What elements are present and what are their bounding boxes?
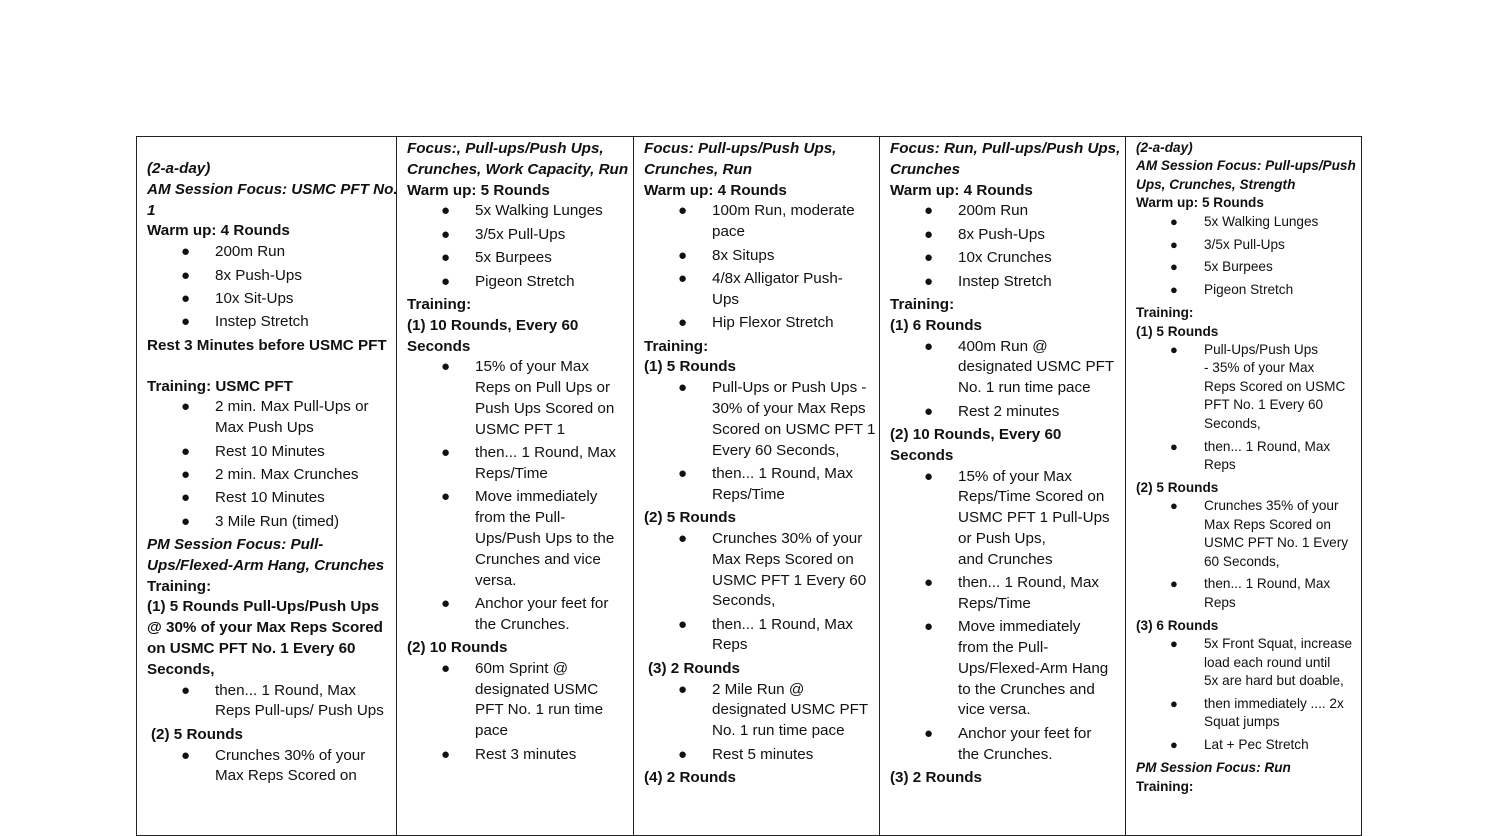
list-item-text: 3/5x Pull-Ups bbox=[475, 225, 566, 243]
bullet-icon: ● bbox=[1170, 438, 1178, 454]
list-item-text: Ups bbox=[712, 290, 740, 308]
list-item bbox=[1136, 695, 1356, 732]
section-heading: Training: bbox=[147, 577, 212, 595]
list-item-text: Push Ups Scored on bbox=[475, 399, 615, 417]
list-item-text: Max Reps Scored on bbox=[1204, 516, 1331, 532]
bullet-icon: ● bbox=[678, 680, 688, 698]
list-item-text: to the Crunches and bbox=[958, 680, 1095, 698]
bullet-icon: ● bbox=[924, 574, 934, 592]
list-item bbox=[1136, 213, 1356, 231]
list-item-text: PFT No. 1 Every 60 bbox=[1204, 397, 1324, 413]
list-item-text: from the Pull- bbox=[958, 639, 1049, 657]
list-item bbox=[147, 242, 390, 263]
list-item bbox=[1136, 236, 1356, 254]
list-item-text: 5x Walking Lunges bbox=[475, 202, 603, 220]
list-item-text: 10x Sit-Ups bbox=[215, 289, 294, 307]
bullet-icon: ● bbox=[441, 202, 451, 220]
bullet-icon: ● bbox=[181, 489, 191, 507]
section-focus-heading: Focus:, Pull-ups/Push Ups, bbox=[407, 140, 604, 157]
list-item-text: Every 60 Seconds, bbox=[712, 441, 840, 459]
list-item-text: Max Reps Scored on bbox=[712, 550, 854, 568]
list-item-text: Rest 2 minutes bbox=[958, 402, 1060, 420]
bullet-icon: ● bbox=[1170, 259, 1178, 275]
list-item-text: Squat jumps bbox=[1204, 714, 1280, 730]
list-item-text: versa. bbox=[475, 571, 517, 589]
list-item-text: Pull-Ups/Push Ups bbox=[1204, 342, 1319, 358]
bullet-icon: ● bbox=[181, 313, 191, 331]
section-focus-heading: AM Session Focus: Pull-ups/Push bbox=[1136, 158, 1356, 174]
bullet-icon: ● bbox=[924, 249, 934, 267]
exercise-list bbox=[890, 337, 1119, 423]
section-heading: Warm up: 5 Rounds bbox=[1136, 195, 1264, 211]
exercise-list bbox=[1136, 635, 1356, 754]
bullet-icon: ● bbox=[924, 225, 934, 243]
list-item-text: vice versa. bbox=[958, 701, 1031, 719]
list-item-text: Move immediately bbox=[958, 618, 1081, 636]
list-item bbox=[644, 269, 873, 311]
list-item-text: Rest 10 Minutes bbox=[215, 489, 325, 507]
exercise-list bbox=[407, 201, 627, 292]
exercise-list bbox=[407, 357, 627, 635]
list-item-text: Scored on USMC PFT 1 bbox=[712, 420, 876, 438]
list-item bbox=[407, 272, 627, 293]
section-heading: (3) 2 Rounds bbox=[890, 769, 982, 787]
list-item-text: pace bbox=[712, 223, 745, 241]
exercise-list bbox=[644, 680, 873, 766]
list-item bbox=[890, 573, 1119, 615]
spacer bbox=[147, 357, 390, 377]
bullet-icon: ● bbox=[441, 249, 451, 267]
bullet-icon: ● bbox=[181, 512, 191, 530]
bullet-icon: ● bbox=[1170, 737, 1178, 753]
list-item bbox=[1136, 438, 1356, 475]
list-item bbox=[147, 312, 390, 333]
bullet-icon: ● bbox=[1170, 636, 1178, 652]
bullet-icon: ● bbox=[678, 464, 688, 482]
section-focus-heading: (2-a-day) bbox=[1136, 140, 1193, 155]
list-item bbox=[644, 313, 873, 334]
list-item-text: 60 Seconds, bbox=[1204, 553, 1280, 569]
table-column-day-1 bbox=[137, 137, 397, 835]
list-item bbox=[644, 615, 873, 657]
list-item bbox=[890, 617, 1119, 721]
list-item-text: Reps/Time bbox=[712, 485, 785, 503]
list-item-text: Instep Stretch bbox=[215, 313, 309, 331]
list-item-text: Seconds, bbox=[712, 592, 776, 610]
bullet-icon: ● bbox=[924, 618, 934, 636]
section-heading: Training: USMC PFT bbox=[147, 377, 293, 395]
list-item-text: then... 1 Round, Max bbox=[712, 615, 853, 633]
list-item bbox=[147, 681, 390, 723]
section-heading: Warm up: 5 Rounds bbox=[407, 181, 550, 199]
section-heading: Warm up: 4 Rounds bbox=[147, 222, 290, 240]
list-item-text: Move immediately bbox=[475, 488, 598, 506]
bullet-icon: ● bbox=[924, 402, 934, 420]
list-item-text: 15% of your Max bbox=[958, 467, 1072, 485]
list-item-text: Reps on Pull Ups or bbox=[475, 379, 611, 397]
list-item-text: Ups/Push Ups to the bbox=[475, 529, 615, 547]
list-item-text: 8x Situps bbox=[712, 246, 775, 264]
section-focus-heading: AM Session Focus: USMC PFT No. bbox=[147, 180, 398, 198]
section-focus-heading: Ups/Flexed-Arm Hang, Crunches bbox=[147, 556, 385, 574]
list-item bbox=[644, 246, 873, 267]
table-column-day-3 bbox=[634, 137, 880, 835]
list-item-text: 5x Front Squat, increase bbox=[1204, 636, 1353, 652]
bullet-icon: ● bbox=[678, 246, 688, 264]
section-heading: (2) 5 Rounds bbox=[151, 725, 243, 743]
workout-table bbox=[136, 136, 1362, 836]
list-item bbox=[147, 746, 390, 788]
list-item-text: Crunches 30% of your bbox=[712, 529, 863, 547]
section-focus-heading: Crunches, Work Capacity, Run bbox=[407, 160, 629, 178]
exercise-list bbox=[644, 378, 876, 505]
section-heading: Training: bbox=[1136, 778, 1194, 794]
section-focus-heading: Ups, Crunches, Strength bbox=[1136, 176, 1296, 192]
exercise-list bbox=[890, 467, 1119, 766]
section-heading: Seconds bbox=[407, 337, 471, 355]
exercise-list bbox=[407, 659, 627, 766]
section-heading: Training: bbox=[407, 295, 472, 313]
section-heading: (2) 5 Rounds bbox=[644, 509, 736, 527]
section-focus-heading: Focus: Run, Pull-ups/Push Ups, bbox=[890, 140, 1121, 157]
bullet-icon: ● bbox=[678, 379, 688, 397]
exercise-list bbox=[644, 201, 873, 334]
list-item-text: USMC PFT No. 1 Every bbox=[1204, 535, 1349, 551]
list-item-text: 100m Run, moderate bbox=[712, 202, 855, 220]
list-item-text: USMC PFT 1 bbox=[475, 420, 566, 438]
list-item bbox=[644, 378, 876, 461]
list-item-text: Rest 5 minutes bbox=[712, 745, 814, 763]
list-item-text: Anchor your feet for bbox=[958, 724, 1092, 742]
list-item-text: Lat + Pec Stretch bbox=[1204, 737, 1309, 753]
list-item-text: Pigeon Stretch bbox=[475, 272, 575, 290]
exercise-list bbox=[147, 242, 390, 333]
list-item-text: designated USMC bbox=[475, 680, 599, 698]
list-item bbox=[1136, 635, 1356, 690]
section-heading: Training: bbox=[890, 295, 955, 313]
list-item-text: Rest 10 Minutes bbox=[215, 442, 325, 460]
bullet-icon: ● bbox=[924, 272, 934, 290]
bullet-icon: ● bbox=[678, 615, 688, 633]
list-item-text: from the Pull- bbox=[475, 509, 566, 527]
table-column-day-5 bbox=[1126, 137, 1362, 835]
list-item-text: pace bbox=[475, 722, 508, 740]
bullet-icon: ● bbox=[1170, 213, 1178, 229]
list-item-text: Crunches and vice bbox=[475, 550, 601, 568]
section-focus-heading: PM Session Focus: Run bbox=[1136, 760, 1291, 776]
list-item bbox=[407, 357, 627, 440]
list-item-text: Reps/Time bbox=[475, 464, 548, 482]
section-focus-heading: Focus: Pull-ups/Push Ups, bbox=[644, 140, 837, 157]
list-item-text: Reps bbox=[1204, 457, 1236, 472]
section-heading: @ 30% of your Max Reps Scored bbox=[147, 619, 383, 637]
list-item-text: 5x Burpees bbox=[1204, 259, 1273, 275]
bullet-icon: ● bbox=[181, 243, 191, 261]
exercise-list bbox=[1136, 497, 1356, 612]
list-item-text: 400m Run @ bbox=[958, 337, 1048, 355]
exercise-list bbox=[1136, 341, 1356, 474]
list-item bbox=[1136, 281, 1356, 299]
section-heading: (1) 10 Rounds, Every 60 bbox=[407, 316, 579, 334]
list-item-text: PFT No. 1 run time bbox=[475, 701, 604, 719]
list-item bbox=[644, 464, 873, 506]
bullet-icon: ● bbox=[441, 594, 451, 612]
list-item bbox=[890, 467, 1119, 571]
list-item-text: 8x Push-Ups bbox=[215, 266, 302, 284]
bullet-icon: ● bbox=[924, 724, 934, 742]
bullet-icon: ● bbox=[441, 659, 451, 677]
list-item-text: Rest 3 minutes bbox=[475, 745, 577, 763]
list-item bbox=[890, 201, 1119, 222]
exercise-list bbox=[1136, 213, 1356, 300]
section-heading: (2) 10 Rounds, Every 60 bbox=[890, 425, 1062, 443]
exercise-list bbox=[147, 681, 390, 723]
bullet-icon: ● bbox=[924, 467, 934, 485]
list-item-text: Reps Pull-ups/ Push Ups bbox=[215, 702, 384, 720]
section-heading: (3) 2 Rounds bbox=[648, 659, 740, 677]
section-heading: Seconds, bbox=[147, 660, 215, 678]
list-item-text: designated USMC PFT bbox=[958, 358, 1115, 376]
list-item-text: then... 1 Round, Max bbox=[475, 444, 616, 462]
list-item bbox=[890, 337, 1119, 399]
list-item-text: Crunches 35% of your bbox=[1204, 498, 1339, 514]
bullet-icon: ● bbox=[924, 202, 934, 220]
list-item-text: Max Push Ups bbox=[215, 419, 314, 437]
list-item-text: 2 Mile Run @ bbox=[712, 680, 805, 698]
list-item-text: then... 1 Round, Max bbox=[1204, 438, 1331, 454]
list-item-text: then immediately .... 2x bbox=[1204, 695, 1344, 711]
section-heading: Training: bbox=[1136, 305, 1194, 321]
bullet-icon: ● bbox=[441, 745, 451, 763]
list-item-text: designated USMC PFT bbox=[712, 701, 869, 719]
list-item-text: 5x Walking Lunges bbox=[1204, 213, 1319, 229]
list-item-text: Pull-Ups or Push Ups - bbox=[712, 379, 867, 397]
section-heading: Seconds bbox=[890, 446, 954, 464]
table-column-day-4 bbox=[880, 137, 1126, 835]
list-item bbox=[407, 487, 627, 591]
bullet-icon: ● bbox=[1170, 498, 1178, 514]
bullet-icon: ● bbox=[181, 465, 191, 483]
list-item bbox=[644, 201, 873, 243]
bullet-icon: ● bbox=[181, 289, 191, 307]
bullet-icon: ● bbox=[181, 398, 191, 416]
bullet-icon: ● bbox=[678, 314, 688, 332]
bullet-icon: ● bbox=[1170, 282, 1178, 298]
section-heading: (1) 5 Rounds Pull-Ups/Push Ups bbox=[147, 598, 380, 616]
list-item bbox=[1136, 341, 1356, 433]
list-item-text: 4/8x Alligator Push- bbox=[712, 269, 843, 287]
exercise-list bbox=[644, 529, 873, 656]
list-item bbox=[1136, 575, 1356, 612]
list-item bbox=[890, 272, 1119, 293]
section-heading: on USMC PFT No. 1 Every 60 bbox=[147, 640, 356, 658]
list-item-text: Pigeon Stretch bbox=[1204, 282, 1294, 298]
bullet-icon: ● bbox=[181, 746, 191, 764]
section-focus-heading: Crunches, Run bbox=[644, 160, 753, 178]
list-item bbox=[1136, 497, 1356, 571]
list-item bbox=[147, 465, 390, 486]
list-item-text: the Crunches. bbox=[958, 745, 1053, 763]
bullet-icon: ● bbox=[181, 681, 191, 699]
list-item-text: Reps/Time bbox=[958, 594, 1031, 612]
bullet-icon: ● bbox=[924, 337, 934, 355]
list-item-text: 200m Run bbox=[958, 202, 1029, 220]
list-item-text: then... 1 Round, Max bbox=[712, 464, 853, 482]
bullet-icon: ● bbox=[441, 444, 451, 462]
list-item-text: Seconds, bbox=[1204, 415, 1261, 431]
list-item bbox=[890, 724, 1119, 766]
section-heading: Training: bbox=[644, 337, 709, 355]
list-item-text: 5x are hard but doable, bbox=[1204, 672, 1344, 688]
list-item-text: USMC PFT 1 Every 60 bbox=[712, 571, 867, 589]
list-item-text: 200m Run bbox=[215, 243, 286, 261]
list-item bbox=[147, 512, 390, 533]
list-item bbox=[407, 225, 627, 246]
list-item-text: then... 1 Round, Max bbox=[958, 574, 1099, 592]
section-focus-heading: PM Session Focus: Pull- bbox=[147, 536, 324, 554]
section-heading: (1) 5 Rounds bbox=[644, 358, 736, 376]
bullet-icon: ● bbox=[678, 202, 688, 220]
list-item bbox=[407, 201, 627, 222]
list-item-text: 60m Sprint @ bbox=[475, 659, 569, 677]
section-heading: Warm up: 4 Rounds bbox=[644, 181, 787, 199]
list-item-text: - 35% of your Max bbox=[1204, 360, 1315, 376]
list-item-text: 3/5x Pull-Ups bbox=[1204, 236, 1285, 252]
list-item-text: Hip Flexor Stretch bbox=[712, 314, 834, 332]
bullet-icon: ● bbox=[678, 529, 688, 547]
exercise-list bbox=[147, 746, 390, 788]
bullet-icon: ● bbox=[181, 442, 191, 460]
list-item-text: 2 min. Max Crunches bbox=[215, 465, 359, 483]
list-item-text: then... 1 Round, Max bbox=[1204, 576, 1331, 592]
list-item-text: Ups/Flexed-Arm Hang bbox=[958, 659, 1109, 677]
list-item bbox=[407, 248, 627, 269]
list-item bbox=[407, 745, 627, 766]
list-item bbox=[644, 680, 873, 742]
section-focus-heading: Crunches bbox=[890, 160, 961, 178]
section-heading: (1) 6 Rounds bbox=[890, 316, 982, 334]
bullet-icon: ● bbox=[678, 269, 688, 287]
list-item bbox=[644, 745, 873, 766]
list-item bbox=[147, 266, 390, 287]
list-item-text: Anchor your feet for bbox=[475, 594, 609, 612]
list-item-text: the Crunches. bbox=[475, 615, 570, 633]
list-item-text: Instep Stretch bbox=[958, 272, 1052, 290]
bullet-icon: ● bbox=[1170, 695, 1178, 711]
list-item-text: Reps Scored on USMC bbox=[1204, 378, 1346, 394]
section-heading: Rest 3 Minutes before USMC PFT bbox=[147, 336, 387, 354]
section-focus-heading: (2-a-day) bbox=[147, 160, 211, 177]
list-item-text: load each round until bbox=[1204, 654, 1331, 670]
list-item-text: Max Reps Scored on bbox=[215, 767, 357, 785]
list-item bbox=[407, 443, 627, 485]
section-heading: (4) 2 Rounds bbox=[644, 769, 736, 787]
bullet-icon: ● bbox=[181, 266, 191, 284]
list-item-text: 30% of your Max Reps bbox=[712, 399, 866, 417]
list-item-text: 3 Mile Run (timed) bbox=[215, 512, 340, 530]
list-item bbox=[147, 488, 390, 509]
list-item-text: No. 1 run time pace bbox=[712, 722, 845, 740]
bullet-icon: ● bbox=[1170, 342, 1178, 358]
list-item bbox=[147, 397, 390, 439]
list-item bbox=[407, 659, 627, 742]
section-heading: Warm up: 4 Rounds bbox=[890, 181, 1033, 199]
section-focus-heading: 1 bbox=[147, 201, 156, 219]
list-item-text: Reps/Time Scored on bbox=[958, 488, 1105, 506]
bullet-icon: ● bbox=[1170, 236, 1178, 252]
list-item-text: or Push Ups, bbox=[958, 529, 1046, 547]
list-item bbox=[1136, 258, 1356, 276]
exercise-list bbox=[890, 201, 1119, 292]
list-item-text: 5x Burpees bbox=[475, 249, 552, 267]
bullet-icon: ● bbox=[441, 488, 451, 506]
list-item-text: then... 1 Round, Max bbox=[215, 681, 356, 699]
list-item bbox=[890, 402, 1119, 423]
list-item-text: 8x Push-Ups bbox=[958, 225, 1045, 243]
list-item bbox=[407, 594, 627, 636]
bullet-icon: ● bbox=[1170, 576, 1178, 592]
list-item-text: Reps bbox=[1204, 594, 1236, 610]
list-item-text: 10x Crunches bbox=[958, 249, 1052, 267]
list-item-text: 2 min. Max Pull-Ups or bbox=[215, 398, 369, 416]
list-item-text: No. 1 run time pace bbox=[958, 379, 1091, 397]
list-item-text: USMC PFT 1 Pull-Ups bbox=[958, 509, 1110, 527]
section-heading: (2) 5 Rounds bbox=[1136, 479, 1219, 495]
table-column-day-2 bbox=[397, 137, 634, 835]
section-heading: (1) 5 Rounds bbox=[1136, 323, 1219, 339]
bullet-icon: ● bbox=[441, 272, 451, 290]
list-item bbox=[1136, 736, 1356, 754]
list-item-text: Reps bbox=[712, 636, 748, 654]
list-item-text: 15% of your Max bbox=[475, 358, 589, 376]
bullet-icon: ● bbox=[441, 358, 451, 376]
exercise-list bbox=[147, 397, 390, 532]
list-item bbox=[890, 225, 1119, 246]
section-heading: (3) 6 Rounds bbox=[1136, 617, 1219, 633]
list-item-text: Crunches 30% of your bbox=[215, 746, 366, 764]
list-item bbox=[890, 248, 1119, 269]
section-heading: (2) 10 Rounds bbox=[407, 639, 508, 657]
list-item bbox=[147, 442, 390, 463]
list-item bbox=[644, 529, 873, 612]
bullet-icon: ● bbox=[678, 745, 688, 763]
list-item-text: and Crunches bbox=[958, 550, 1053, 568]
bullet-icon: ● bbox=[441, 225, 451, 243]
list-item bbox=[147, 289, 390, 310]
